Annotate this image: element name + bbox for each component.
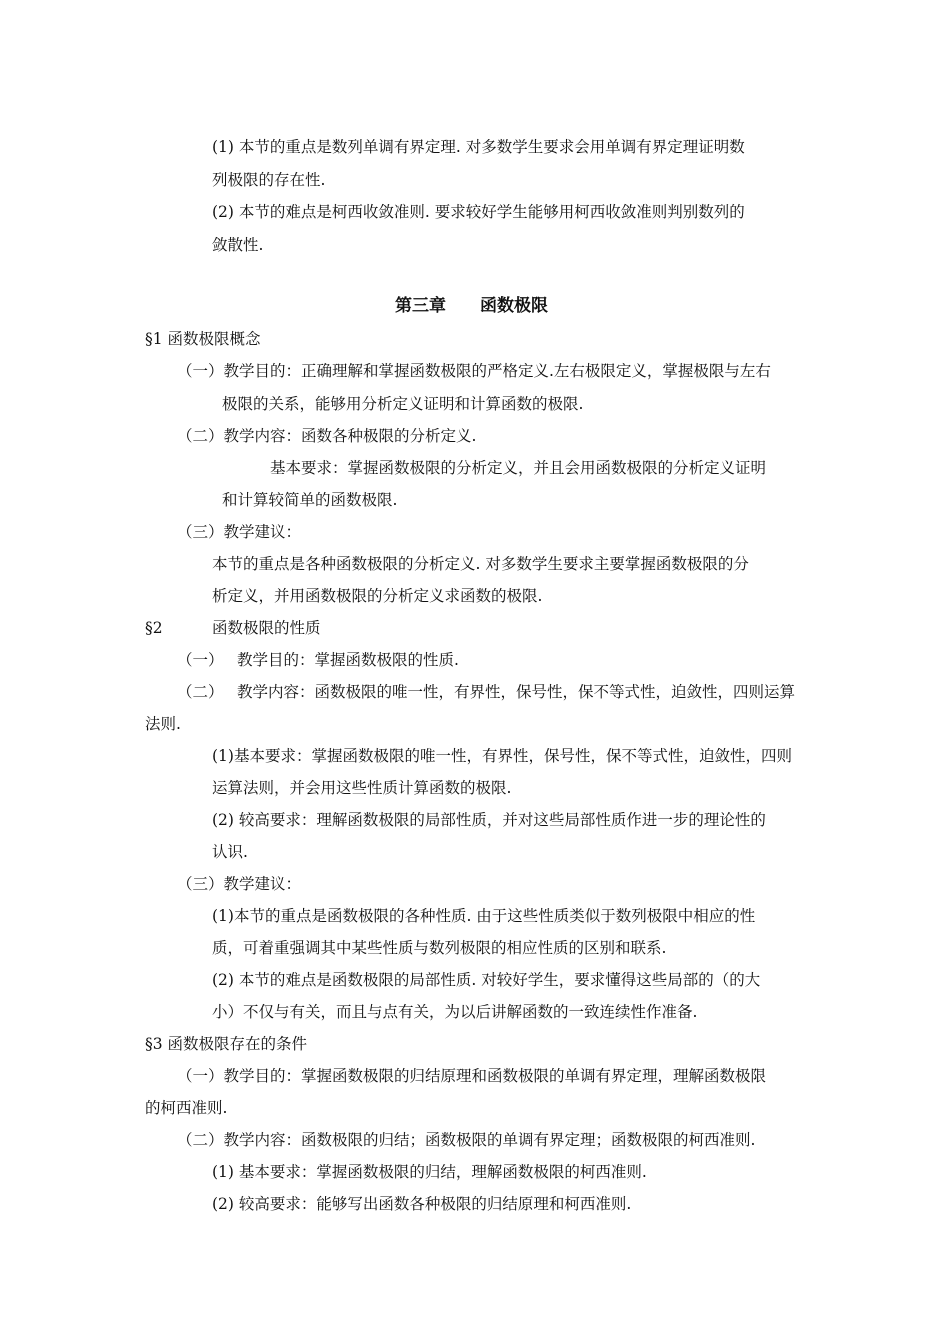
section2-goal-label: （一）	[177, 651, 224, 669]
section1-content: （二）教学内容：函数各种极限的分析定义.	[177, 427, 477, 445]
section1-heading: §1 函数极限概念	[145, 330, 261, 348]
section2-advice2-line1: (2) 本节的难点是函数极限的局部性质. 对较好学生，要求懂得这些局部的（的大	[212, 971, 761, 989]
section1-basic-line1: 基本要求：掌握函数极限的分析定义，并且会用函数极限的分析定义证明	[270, 459, 767, 477]
section2-advice2-line2: 小）不仅与有关，而且与点有关，为以后讲解函数的一致连续性作准备.	[212, 1003, 698, 1021]
section2-content-text: 教学内容：函数极限的唯一性，有界性，保号性，保不等式性，迫敛性，四则运算	[237, 683, 796, 701]
section2-higher-line1: (2) 较高要求：理解函数极限的局部性质，并对这些局部性质作进一步的理论性的	[212, 811, 766, 829]
section3-heading: §3 函数极限存在的条件	[145, 1035, 308, 1053]
ch2-point1-line2: 列极限的存在性.	[212, 171, 326, 189]
section1-advice-line1: 本节的重点是各种函数极限的分析定义. 对多数学生要求主要掌握函数极限的分	[212, 555, 749, 573]
section2-content-line2: 法则.	[145, 715, 181, 733]
chapter-title: 第三章 函数极限	[395, 296, 548, 316]
section2-advice1-line1: (1)本节的重点是函数极限的各种性质. 由于这些性质类似于数列极限中相应的性	[212, 907, 756, 925]
section2-higher-line2: 认识.	[212, 843, 248, 861]
section3-goal-line2: 的柯西准则.	[145, 1099, 228, 1117]
section2-heading-number: §2	[145, 619, 163, 637]
section1-advice-label: （三）教学建议：	[177, 523, 302, 541]
section1-goal-line2: 极限的关系，能够用分析定义证明和计算函数的极限.	[222, 395, 584, 413]
section3-basic: (1) 基本要求：掌握函数极限的归结，理解函数极限的柯西准则.	[212, 1163, 647, 1181]
section2-content-label: （二）	[177, 683, 224, 701]
section3-content: （二）教学内容：函数极限的归结；函数极限的单调有界定理；函数极限的柯西准则.	[177, 1131, 756, 1149]
section2-advice1-line2: 质，可着重强调其中某些性质与数列极限的相应性质的区别和联系.	[212, 939, 667, 957]
section3-goal-line1: （一）教学目的：掌握函数极限的归结原理和函数极限的单调有界定理，理解函数极限	[177, 1067, 767, 1085]
ch2-point1-line1: (1) 本节的重点是数列单调有界定理. 对多数学生要求会用单调有界定理证明数	[212, 138, 745, 156]
section2-goal-text: 教学目的：掌握函数极限的性质.	[237, 651, 459, 669]
ch2-point2-line1: (2) 本节的难点是柯西收敛准则. 要求较好学生能够用柯西收敛准则判别数列的	[212, 203, 745, 221]
section1-goal-line1: （一）教学目的：正确理解和掌握函数极限的严格定义.左右极限定义，掌握极限与左右	[177, 362, 771, 380]
section2-basic-line2: 运算法则，并会用这些性质计算函数的极限.	[212, 779, 512, 797]
section2-basic-line1: (1)基本要求：掌握函数极限的唯一性，有界性，保号性，保不等式性，迫敛性，四则	[212, 747, 792, 765]
ch2-point2-line2: 敛散性.	[212, 236, 264, 254]
section1-basic-line2: 和计算较简单的函数极限.	[222, 491, 398, 509]
section2-heading-text: 函数极限的性质	[212, 619, 321, 637]
section3-higher: (2) 较高要求：能够写出函数各种极限的归结原理和柯西准则.	[212, 1195, 632, 1213]
section1-advice-line2: 析定义，并用函数极限的分析定义求函数的极限.	[212, 587, 543, 605]
section2-advice-label: （三）教学建议：	[177, 875, 302, 893]
